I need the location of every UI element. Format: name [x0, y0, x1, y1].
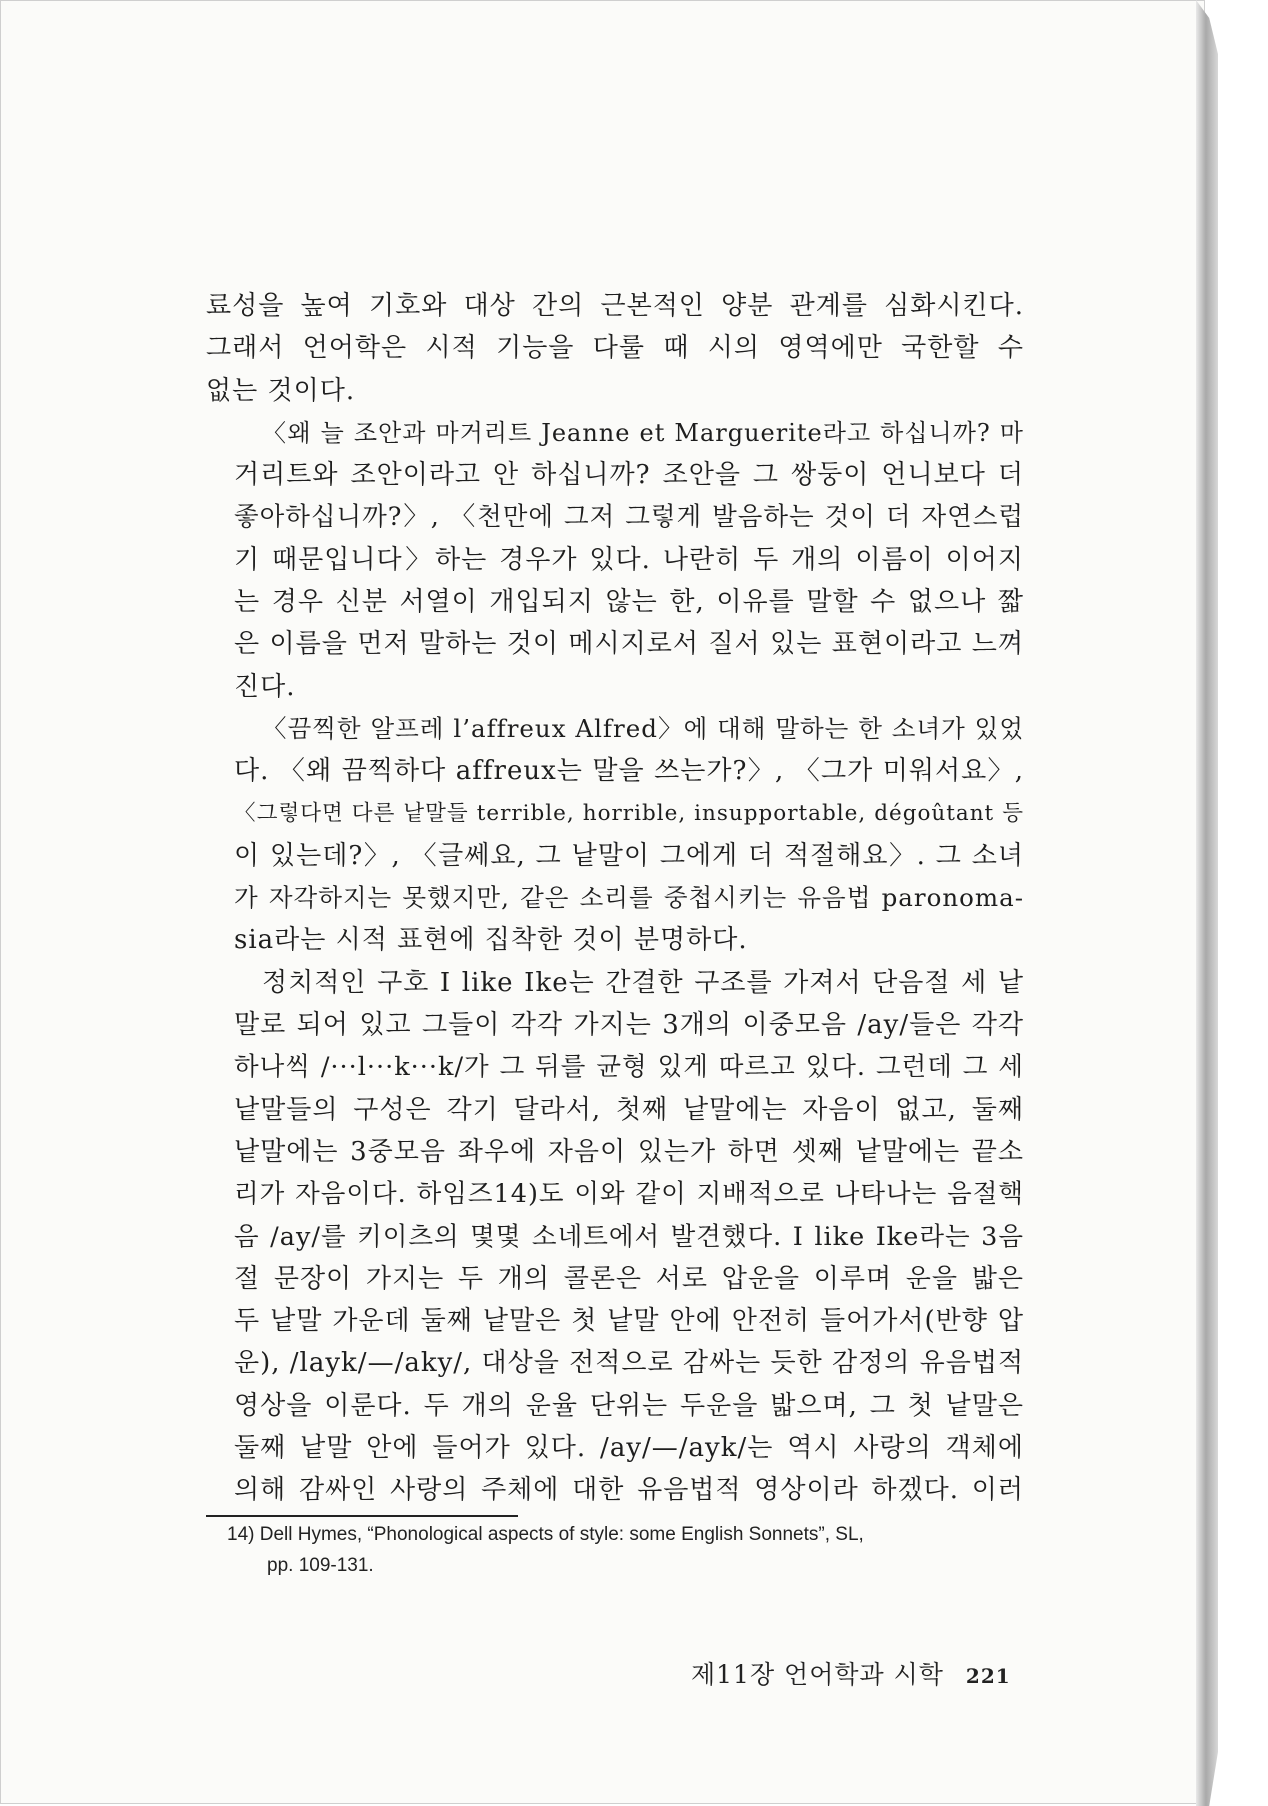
- text-line: 없는 것이다.: [206, 375, 356, 406]
- chapter-title: 제11장 언어학과 시학: [691, 1660, 944, 1689]
- text-line: sia라는 시적 표현에 집착한 것이 분명하다.: [234, 925, 748, 956]
- text-line: 영상을 이룬다. 두 개의 운율 단위는 두운을 밟으며, 그 첫 낱말은: [234, 1390, 1024, 1421]
- footnote: [227, 1519, 1025, 1581]
- body-text: [206, 285, 1024, 1512]
- text-line: 가 자각하지는 못했지만, 같은 소리를 중첩시키는 유음법 paronoma-: [234, 883, 1024, 913]
- text-line: 의해 감싸인 사랑의 주체에 대한 유음법적 영상이라 하겠다. 이러: [234, 1475, 1024, 1506]
- text-line: 이 있는데?〉, 〈글쎄요, 그 낱말이 그에게 더 적절해요〉. 그 소녀: [234, 840, 1024, 871]
- text-line: 〈왜 늘 조안과 마거리트 Jeanne et Marguerite라고 하십니까? 마: [262, 418, 1024, 447]
- paragraph-1: [206, 285, 1024, 412]
- paragraph-4: [206, 962, 1024, 1512]
- text-line: 〈그렇다면 다른 낱말들 terrible, horrible, insupportable, dégoûtant 등: [234, 800, 1024, 826]
- paragraph-2: [206, 412, 1024, 708]
- text-line: 거리트와 조안이라고 안 하십니까? 조안을 그 쌍둥이 언니보다 더: [234, 460, 1024, 491]
- text-line: 은 이름을 먼저 말하는 것이 메시지로서 질서 있는 표현이라고 느껴: [234, 629, 1024, 660]
- text-line: 그래서 언어학은 시적 기능을 다룰 때 시의 영역에만 국한할 수: [206, 333, 1024, 364]
- text-line: 낱말에는 3중모음 좌우에 자음이 있는가 하면 셋째 낱말에는 끝소: [234, 1136, 1024, 1167]
- text-line: 좋아하십니까?〉, 〈천만에 그저 그렇게 발음하는 것이 더 자연스럽: [234, 502, 1024, 533]
- text-line: 둘째 낱말 안에 들어가 있다. /ay/—/ayk/는 역시 사랑의 객체에: [234, 1433, 1024, 1464]
- text-line: 절 문장이 가지는 두 개의 콜론은 서로 압운을 이루며 운을 밟은: [234, 1263, 1024, 1294]
- text-line: 운), /layk/—/aky/, 대상을 전적으로 감싸는 듯한 감정의 유음법적: [234, 1348, 1025, 1379]
- text-line: 두 낱말 가운데 둘째 낱말은 첫 낱말 안에 안전히 들어가서(반향 압: [234, 1306, 1024, 1337]
- footnote-line: 14) Dell Hymes, “Phonological aspects of style: some English Sonnets”, SL,: [227, 1524, 864, 1545]
- text-line: 기 때문입니다〉하는 경우가 있다. 나란히 두 개의 이름이 이어지: [234, 544, 1024, 575]
- text-line: 낱말들의 구성은 각기 달라서, 첫째 낱말에는 자음이 없고, 둘째: [234, 1094, 1024, 1125]
- text-line: 〈끔찍한 알프레 l’affreux Alfred〉에 대해 말하는 한 소녀가 있었: [262, 713, 1024, 743]
- text-line: 는 경우 신분 서열이 개입되지 않는 한, 이유를 말할 수 없으나 짧: [234, 587, 1024, 618]
- text-line: 리가 자음이다. 하임즈14)도 이와 같이 지배적으로 나타나는 음절핵: [234, 1179, 1024, 1210]
- text-line: 말로 되어 있고 그들이 각각 가지는 3개의 이중모음 /ay/들은 각각: [234, 1010, 1024, 1041]
- text-line: 음 /ay/를 키이츠의 몇몇 소네트에서 발견했다. I like Ike라는 3음: [234, 1221, 1024, 1252]
- footnote-divider: [206, 1515, 518, 1517]
- text-line: 정치적인 구호 I like Ike는 간결한 구조를 가져서 단음절 세 낱: [262, 967, 1024, 998]
- footnote-line: pp. 109-131.: [267, 1555, 374, 1576]
- text-line: 하나씩 /···l···k···k/가 그 뒤를 균형 있게 따르고 있다. 그런데 그 세: [234, 1052, 1024, 1083]
- text-line: 료성을 높여 기호와 대상 간의 근본적인 양분 관계를 심화시킨다.: [206, 291, 1024, 321]
- page-number: 221: [965, 1664, 1011, 1688]
- page-curl-edge: [1196, 0, 1218, 1806]
- paragraph-3: [206, 708, 1024, 962]
- text-line: 진다.: [234, 671, 296, 702]
- running-footer: [691, 1655, 1011, 1691]
- text-line: 다. 〈왜 끔찍하다 affreux는 말을 쓰는가?〉, 〈그가 미워서요〉,: [234, 756, 1024, 787]
